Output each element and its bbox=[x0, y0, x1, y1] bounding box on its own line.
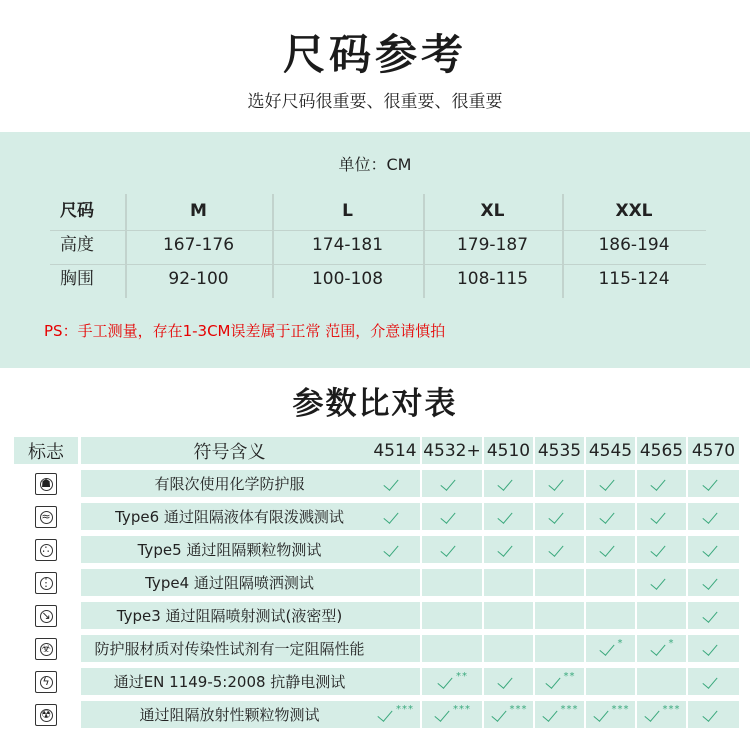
params-mark-cell bbox=[422, 668, 482, 695]
params-mark-cell bbox=[688, 701, 739, 728]
params-mark-cell bbox=[688, 668, 739, 695]
check-icon bbox=[649, 541, 675, 559]
params-header-cell: 4565 bbox=[637, 437, 686, 464]
params-mark-cell bbox=[484, 635, 533, 662]
params-mark-cell bbox=[422, 602, 482, 629]
params-header-cell: 4570 bbox=[688, 437, 739, 464]
type4-spray-icon: ⋮ bbox=[35, 572, 57, 594]
params-mark-cell bbox=[637, 635, 686, 662]
params-mark-cell bbox=[422, 635, 482, 662]
params-mark-cell bbox=[586, 668, 635, 695]
check-icon bbox=[496, 475, 522, 493]
type3-jet-icon: ↘ bbox=[35, 605, 57, 627]
check-icon bbox=[701, 673, 727, 691]
params-mark-cell bbox=[637, 569, 686, 596]
radioactive-particle-icon: ☢ bbox=[35, 704, 57, 726]
params-mark-cell bbox=[370, 470, 420, 497]
size-row-height bbox=[50, 228, 706, 262]
params-row bbox=[14, 501, 739, 532]
params-mark-cell bbox=[535, 668, 584, 695]
check-icon bbox=[649, 574, 675, 592]
params-mark-cell bbox=[637, 503, 686, 530]
chemical-protective-clothing-icon: ☗ bbox=[35, 473, 57, 495]
check-icon bbox=[701, 574, 727, 592]
params-icon-cell bbox=[14, 569, 78, 596]
check-icon bbox=[439, 508, 465, 526]
size-header-cell: XXL bbox=[615, 201, 653, 221]
params-label: 有限次使用化学防护服 bbox=[81, 470, 378, 497]
params-mark-cell bbox=[586, 701, 635, 728]
params-mark-cell bbox=[586, 536, 635, 563]
params-mark-cell bbox=[422, 503, 482, 530]
check-icon bbox=[439, 475, 465, 493]
check-icon bbox=[496, 508, 522, 526]
params-mark-cell bbox=[370, 602, 420, 629]
params-icon-cell bbox=[14, 470, 78, 497]
params-icon-cell bbox=[14, 635, 78, 662]
params-header-cell: 4532+ bbox=[422, 437, 482, 464]
params-mark-cell bbox=[637, 470, 686, 497]
params-mark-cell bbox=[422, 701, 482, 728]
params-mark-cell bbox=[370, 701, 420, 728]
size-cell: 100-108 bbox=[311, 269, 384, 289]
check-icon bbox=[496, 673, 522, 691]
params-mark-cell bbox=[688, 536, 739, 563]
params-label: Type4 通过阻隔喷洒测试 bbox=[81, 569, 378, 596]
type5-particle-icon: ∴ bbox=[35, 539, 57, 561]
params-header-cell: 标志 bbox=[14, 437, 78, 464]
params-mark-cell bbox=[586, 470, 635, 497]
size-cell: 92-100 bbox=[168, 269, 229, 289]
params-title: 参数比对表 bbox=[292, 386, 458, 422]
check-icon: *** bbox=[592, 706, 630, 724]
params-header-cell: 符号含义 bbox=[81, 437, 378, 464]
params-mark-cell bbox=[688, 503, 739, 530]
params-mark-cell bbox=[535, 701, 584, 728]
check-icon bbox=[547, 475, 573, 493]
size-header-cell: XL bbox=[480, 201, 505, 221]
params-label: Type3 通过阻隔喷射测试(液密型) bbox=[81, 602, 378, 629]
params-icon-cell bbox=[14, 701, 78, 728]
check-icon bbox=[547, 541, 573, 559]
size-cell: 胸围 bbox=[60, 269, 94, 289]
params-row bbox=[14, 468, 739, 499]
params-mark-cell bbox=[535, 536, 584, 563]
check-icon: *** bbox=[541, 706, 579, 724]
params-header-cell: 4514 bbox=[370, 437, 420, 464]
params-mark-cell bbox=[484, 602, 533, 629]
params-row bbox=[14, 567, 739, 598]
params-mark-cell bbox=[637, 668, 686, 695]
check-icon bbox=[649, 475, 675, 493]
params-mark-cell bbox=[484, 536, 533, 563]
params-mark-cell bbox=[688, 602, 739, 629]
params-row bbox=[14, 633, 739, 664]
params-row bbox=[14, 699, 739, 730]
params-header-cell: 4535 bbox=[535, 437, 584, 464]
params-mark-cell bbox=[484, 503, 533, 530]
params-mark-cell bbox=[422, 470, 482, 497]
check-icon bbox=[382, 508, 408, 526]
params-mark-cell bbox=[484, 470, 533, 497]
params-mark-cell bbox=[535, 569, 584, 596]
params-header-row bbox=[14, 435, 739, 466]
check-icon bbox=[701, 607, 727, 625]
params-mark-cell bbox=[637, 536, 686, 563]
params-mark-cell bbox=[586, 503, 635, 530]
check-icon: *** bbox=[490, 706, 528, 724]
params-header-cell: 4510 bbox=[484, 437, 533, 464]
check-icon bbox=[701, 508, 727, 526]
size-cell: 174-181 bbox=[311, 235, 384, 255]
size-header-row bbox=[50, 194, 706, 228]
size-cell: 115-124 bbox=[598, 269, 670, 289]
params-icon-cell bbox=[14, 503, 78, 530]
params-mark-cell bbox=[688, 635, 739, 662]
params-mark-cell bbox=[484, 701, 533, 728]
page-subtitle: 选好尺码很重要、很重要、很重要 bbox=[247, 92, 503, 112]
check-icon bbox=[649, 508, 675, 526]
params-header-cell: 4545 bbox=[586, 437, 635, 464]
biohazard-icon: ☣ bbox=[35, 638, 57, 660]
check-icon bbox=[598, 541, 624, 559]
check-icon bbox=[701, 706, 727, 724]
params-mark-cell bbox=[484, 668, 533, 695]
params-mark-cell bbox=[688, 470, 739, 497]
check-icon bbox=[598, 508, 624, 526]
check-icon bbox=[598, 475, 624, 493]
size-chart-section bbox=[0, 132, 750, 368]
size-header-cell: M bbox=[190, 201, 207, 221]
params-row bbox=[14, 534, 739, 565]
params-mark-cell bbox=[535, 635, 584, 662]
check-icon bbox=[439, 541, 465, 559]
size-header-cell: L bbox=[342, 201, 353, 221]
size-cell: 179-187 bbox=[456, 235, 529, 255]
params-mark-cell bbox=[586, 602, 635, 629]
check-icon: *** bbox=[643, 706, 681, 724]
params-mark-cell bbox=[688, 569, 739, 596]
params-mark-cell bbox=[484, 569, 533, 596]
params-mark-cell bbox=[422, 536, 482, 563]
params-label: 通过EN 1149-5:2008 抗静电测试 bbox=[81, 668, 378, 695]
check-icon: *** bbox=[376, 706, 414, 724]
params-icon-cell bbox=[14, 668, 78, 695]
params-label: Type5 通过阻隔颗粒物测试 bbox=[81, 536, 378, 563]
params-icon-cell bbox=[14, 602, 78, 629]
params-icon-cell bbox=[14, 536, 78, 563]
check-icon: * bbox=[598, 640, 624, 658]
params-mark-cell bbox=[370, 569, 420, 596]
params-mark-cell bbox=[535, 503, 584, 530]
params-mark-cell bbox=[370, 635, 420, 662]
page-title: 尺码参考 bbox=[282, 30, 467, 79]
check-icon: ** bbox=[544, 673, 576, 691]
size-header-cell: 尺码 bbox=[60, 201, 94, 221]
params-mark-cell bbox=[637, 701, 686, 728]
check-icon bbox=[496, 541, 522, 559]
unit-label: 单位：CM bbox=[338, 155, 412, 174]
check-icon: *** bbox=[433, 706, 471, 724]
params-mark-cell bbox=[370, 668, 420, 695]
type6-spray-icon: ≈ bbox=[35, 506, 57, 528]
antistatic-icon: ϟ bbox=[35, 671, 57, 693]
params-mark-cell bbox=[535, 602, 584, 629]
params-label: 防护服材质对传染性试剂有一定阻隔性能 bbox=[81, 635, 378, 662]
params-mark-cell bbox=[535, 470, 584, 497]
check-icon bbox=[382, 475, 408, 493]
size-cell: 186-194 bbox=[598, 235, 670, 255]
check-icon bbox=[382, 541, 408, 559]
check-icon bbox=[701, 475, 727, 493]
size-row-chest bbox=[50, 262, 706, 296]
check-icon: * bbox=[649, 640, 675, 658]
params-row bbox=[14, 600, 739, 631]
check-icon bbox=[701, 640, 727, 658]
params-mark-cell bbox=[586, 569, 635, 596]
params-mark-cell bbox=[422, 569, 482, 596]
size-cell: 108-115 bbox=[456, 269, 529, 289]
params-mark-cell bbox=[370, 503, 420, 530]
measurement-note: PS：手工测量，存在1-3CM误差属于正常 范围，介意请慎拍 bbox=[44, 322, 446, 340]
check-icon: ** bbox=[436, 673, 468, 691]
params-mark-cell bbox=[586, 635, 635, 662]
params-mark-cell bbox=[370, 536, 420, 563]
size-cell: 高度 bbox=[60, 235, 94, 255]
params-mark-cell bbox=[637, 602, 686, 629]
size-cell: 167-176 bbox=[162, 235, 235, 255]
params-label: 通过阻隔放射性颗粒物测试 bbox=[81, 701, 378, 728]
params-row bbox=[14, 666, 739, 697]
check-icon bbox=[701, 541, 727, 559]
params-label: Type6 通过阻隔液体有限泼溅测试 bbox=[81, 503, 378, 530]
check-icon bbox=[547, 508, 573, 526]
